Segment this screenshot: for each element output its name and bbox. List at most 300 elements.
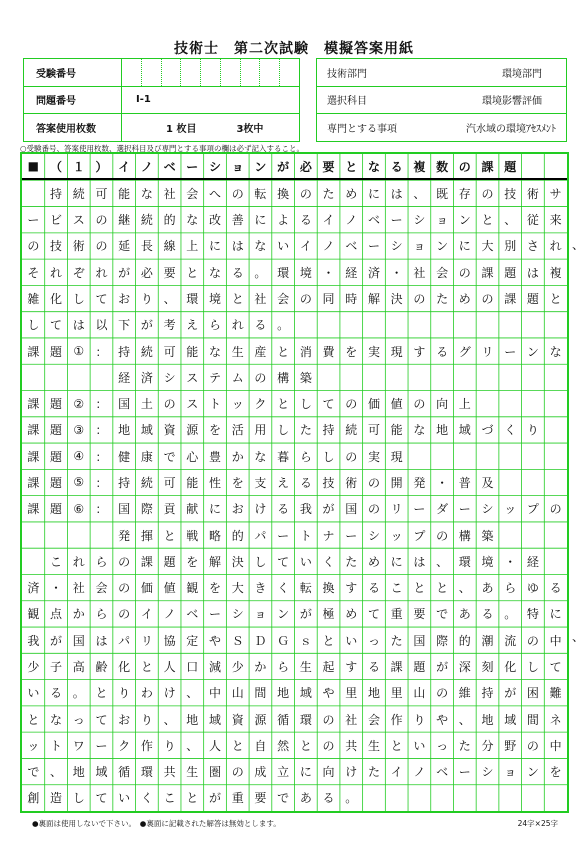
answer-cell: 人 (209, 738, 222, 753)
answer-cell: （ (50, 159, 63, 174)
answer-cell: 生 (186, 765, 199, 780)
answer-cell: 環 (299, 712, 312, 727)
answer-cell: 値 (390, 397, 403, 412)
answer-cell: 課 (390, 659, 403, 674)
answer-cell: 域 (209, 712, 222, 727)
answer-line (22, 469, 567, 495)
answer-cell: 題 (50, 502, 63, 517)
answer-cell: は (72, 318, 85, 333)
tech-dept-value[interactable]: 環境部門 (502, 69, 542, 80)
answer-cell: に (367, 186, 380, 201)
answer-cell: パ (254, 528, 267, 543)
answer-cell: 持 (322, 423, 335, 438)
answer-cell: 域 (140, 423, 153, 438)
answer-cell: 続 (140, 475, 153, 490)
answer-cell: づ (481, 423, 494, 438)
answer-cell: 可 (95, 186, 108, 201)
answer-cell: 。 (254, 265, 267, 280)
answer-cell: し (526, 659, 539, 674)
answer-cell: 環 (458, 554, 471, 569)
answer-cell: 題 (413, 659, 426, 674)
answer-cell: 転 (254, 186, 267, 201)
answer-cell: や (322, 686, 335, 701)
answer-cell: は (390, 186, 403, 201)
answer-cell: ② (73, 396, 85, 411)
answer-cell: ス (186, 370, 199, 385)
answer-cell: 消 (299, 344, 312, 359)
answer-cell: 困 (526, 686, 539, 701)
answer-cell: 時 (345, 292, 358, 307)
answer-cell: る (299, 213, 312, 228)
answer-cell: れ (95, 265, 108, 280)
answer-cell: ④ (73, 449, 85, 464)
answer-line (22, 548, 567, 574)
answer-cell: 課 (27, 397, 40, 412)
answer-cell: 、 (504, 213, 517, 228)
answer-cell: な (367, 159, 380, 174)
answer-cell: プ (413, 528, 426, 543)
answer-cell: し (27, 318, 40, 333)
answer-cell: イ (140, 607, 153, 622)
answer-cell: 継 (118, 213, 131, 228)
answer-cell: 会 (436, 265, 449, 280)
answer-cell: 題 (163, 554, 176, 569)
answer-cell: 雑 (27, 292, 40, 307)
answer-cell: 化 (50, 292, 63, 307)
answer-cell: を (549, 765, 562, 780)
answer-cell: ③ (73, 422, 85, 437)
answer-cell: 我 (27, 633, 40, 648)
answer-cell: 実 (367, 344, 380, 359)
answer-cell: 築 (481, 528, 494, 543)
answer-cell: の (413, 292, 426, 307)
answer-cell: 、 (436, 554, 449, 569)
answer-cell: ダ (436, 502, 449, 517)
answer-cell: 、 (163, 292, 176, 307)
answer-cell: に (549, 607, 562, 622)
answer-cell: る (277, 502, 290, 517)
answer-cell: る (436, 344, 449, 359)
answer-cell: く (504, 423, 517, 438)
answer-cell: た (345, 554, 358, 569)
answer-cell: 域 (299, 686, 312, 701)
answer-cell: ・ (322, 265, 335, 280)
answer-cell: り (118, 686, 131, 701)
answer-cell: 上 (458, 397, 471, 412)
answer-cell: る (231, 265, 244, 280)
answer-cell: 的 (458, 633, 471, 648)
answer-cell: リ (481, 344, 494, 359)
answer-cell: し (277, 423, 290, 438)
answer-cell: ネ (549, 712, 562, 727)
answer-cell: 複 (549, 265, 562, 280)
answer-cell: 続 (140, 344, 153, 359)
answer-cell: 。 (345, 791, 358, 806)
answer-cell: っ (367, 633, 380, 648)
answer-cell: シ (231, 607, 244, 622)
answer-cell: 実 (367, 449, 380, 464)
answer-grid[interactable] (20, 152, 569, 813)
answer-cell: シ (163, 370, 176, 385)
answer-cell: シ (209, 159, 222, 174)
answer-cell: 資 (231, 712, 244, 727)
answer-cell: 、 (458, 712, 471, 727)
answer-cell: る (299, 475, 312, 490)
answer-cell: 線 (163, 239, 176, 254)
answer-cell: 極 (322, 607, 335, 622)
answer-cell: 会 (367, 712, 380, 727)
answer-cell: ■ (27, 159, 40, 174)
answer-cell: ら (95, 607, 108, 622)
answer-cell: 特 (526, 607, 539, 622)
answer-cell: ： (95, 397, 108, 412)
answer-cell: の (345, 449, 358, 464)
answer-cell: 地 (118, 423, 131, 438)
answer-cell: 際 (436, 633, 449, 648)
answer-cell: 開 (390, 475, 403, 490)
answer-cell: 社 (413, 265, 426, 280)
answer-cell: パ (118, 633, 131, 648)
answer-cell: し (72, 791, 85, 806)
answer-cell: 環 (186, 292, 199, 307)
answer-cell: 山 (231, 686, 244, 701)
answer-cell: っ (72, 712, 85, 727)
answer-cell: る (322, 791, 335, 806)
answer-cell: ノ (140, 159, 153, 174)
answer-cell: や (436, 712, 449, 727)
answer-cell: 同 (322, 292, 335, 307)
answer-cell: 創 (27, 791, 40, 806)
answer-cell: 減 (209, 659, 222, 674)
answer-cell: 題 (50, 423, 63, 438)
answer-cell: 立 (277, 765, 290, 780)
answer-cell: 術 (345, 475, 358, 490)
answer-cell: ら (209, 318, 222, 333)
answer-cell: 化 (504, 659, 517, 674)
answer-cell: の (95, 239, 108, 254)
answer-cell: 産 (254, 344, 267, 359)
answer-cell: と (186, 265, 199, 280)
answer-cell: ッ (27, 738, 40, 753)
answer-cell: の (526, 738, 539, 753)
answer-cell: の (413, 397, 426, 412)
answer-cell: っ (436, 738, 449, 753)
answer-cell: 境 (299, 265, 312, 280)
answer-cell: 経 (345, 265, 358, 280)
answer-line (22, 627, 567, 653)
answer-cell: 、 (458, 581, 471, 596)
answer-cell: と (322, 633, 335, 648)
answer-cell: い (345, 633, 358, 648)
question-number-value[interactable]: Ⅰ-1 (136, 94, 151, 105)
answer-cell: 境 (481, 554, 494, 569)
answer-cell: 少 (231, 659, 244, 674)
answer-cell: し (322, 449, 335, 464)
answer-cell: の (231, 186, 244, 201)
answer-cell: 生 (299, 659, 312, 674)
answer-cell: ー (277, 528, 290, 543)
answer-cell: ぞ (72, 265, 85, 280)
answer-cell: ・ (504, 554, 517, 569)
answer-cell: 発 (118, 528, 131, 543)
answer-cell: 続 (72, 186, 85, 201)
answer-cell: で (436, 607, 449, 622)
answer-cell: 源 (186, 423, 199, 438)
answer-cell: 社 (72, 581, 85, 596)
answer-cell: ス (72, 213, 85, 228)
answer-cell: Ｓ (231, 633, 244, 648)
answer-cell: ー (458, 765, 471, 780)
answer-cell: ー (27, 213, 40, 228)
answer-cell: す (345, 581, 358, 596)
answer-cell: を (345, 344, 358, 359)
answer-cell: ・ (390, 265, 403, 280)
answer-cell: の (458, 265, 471, 280)
answer-cell: 中 (549, 633, 562, 648)
tech-dept-row (317, 59, 566, 87)
answer-cell: を (231, 475, 244, 490)
answer-cell: 済 (367, 265, 380, 280)
answer-cell: ョ (504, 765, 517, 780)
answer-cell: Ｇ (277, 633, 290, 648)
answer-line (22, 706, 567, 732)
answer-line (22, 601, 567, 627)
answer-cell: な (186, 213, 199, 228)
answer-cell (22, 548, 45, 574)
answer-cell: 協 (163, 633, 176, 648)
answer-cell: と (345, 159, 358, 174)
answer-cell: と (277, 344, 290, 359)
answer-cell: な (140, 186, 153, 201)
specialty-label: 専門とする事項 (327, 123, 397, 135)
answer-cell: 維 (458, 686, 471, 701)
answer-cell: く (140, 791, 153, 806)
answer-cell: 術 (72, 239, 85, 254)
answer-cell: ト (209, 397, 222, 412)
answer-cell: 続 (140, 213, 153, 228)
answer-cell: ｓ (299, 633, 312, 648)
answer-cell: 生 (231, 344, 244, 359)
answer-cell: お (118, 712, 131, 727)
answer-cell: 地 (277, 686, 290, 701)
answer-cell: 圏 (209, 765, 222, 780)
answer-cell (67, 364, 90, 390)
answer-cell: 口 (186, 659, 199, 674)
answer-cell: ン (526, 344, 539, 359)
answer-cell: ー (390, 213, 403, 228)
answer-cell: 上 (186, 239, 199, 254)
answer-cell: の (27, 239, 40, 254)
answer-cell: 能 (186, 344, 199, 359)
answer-cell: 観 (186, 581, 199, 596)
answer-cell: 長 (140, 239, 153, 254)
answer-cell: 善 (231, 213, 244, 228)
answer-cell: の (367, 502, 380, 517)
answer-cell: 題 (526, 292, 539, 307)
answer-cell: が (504, 686, 517, 701)
answer-cell: め (345, 607, 358, 622)
answer-cell (22, 522, 45, 548)
answer-cell: 暮 (277, 449, 290, 464)
answer-cell: の (549, 502, 562, 517)
answer-cell: に (254, 213, 267, 228)
answer-cell (22, 364, 45, 390)
answer-cell: 難 (549, 686, 562, 701)
answer-cell (67, 522, 90, 548)
overflow-mark: 、 (572, 630, 585, 644)
answer-cell: 我 (299, 502, 312, 517)
answer-cell: 化 (118, 659, 131, 674)
answer-cell (22, 180, 45, 206)
answer-cell: 重 (231, 791, 244, 806)
answer-cell: 的 (231, 528, 244, 543)
answer-cell: ン (277, 607, 290, 622)
answer-cell: に (209, 502, 222, 517)
answer-cell: め (458, 292, 471, 307)
answer-cell: る (390, 159, 403, 174)
answer-cell: れ (50, 265, 63, 280)
answer-cell: 済 (27, 581, 40, 596)
answer-cell: が (299, 607, 312, 622)
answer-cell: 資 (163, 423, 176, 438)
sheets-used-label: 答案使用枚数 (24, 113, 122, 141)
answer-cell: 少 (27, 659, 40, 674)
answer-cell: 深 (458, 659, 471, 674)
answer-cell: テ (209, 370, 222, 385)
answer-cell: ー (345, 528, 358, 543)
answer-cell: と (231, 292, 244, 307)
answer-cell: き (254, 581, 267, 596)
answer-cell: 術 (526, 186, 539, 201)
answer-cell: る (254, 318, 267, 333)
exam-number-label: 受験番号 (24, 59, 122, 86)
answer-cell: 地 (186, 712, 199, 727)
answer-cell: て (549, 659, 562, 674)
answer-cell: 要 (254, 791, 267, 806)
answer-cell: と (481, 213, 494, 228)
answer-cell: と (390, 738, 403, 753)
answer-cell: お (118, 292, 131, 307)
answer-cell: と (549, 292, 562, 307)
answer-cell: い (299, 554, 312, 569)
answer-cell: い (27, 686, 40, 701)
answer-cell: 社 (345, 712, 358, 727)
answer-cell: ） (95, 159, 108, 174)
answer-cell: し (299, 397, 312, 412)
answer-cell: が (140, 318, 153, 333)
answer-cell: 、 (163, 712, 176, 727)
answer-cell: た (299, 423, 312, 438)
answer-cell: 地 (436, 423, 449, 438)
answer-cell: 課 (27, 502, 40, 517)
answer-cell: て (322, 397, 335, 412)
answer-cell: れ (72, 554, 85, 569)
answer-cell: い (413, 738, 426, 753)
answer-cell: か (254, 659, 267, 674)
answer-cell: ー (186, 159, 199, 174)
answer-cell: 持 (481, 686, 494, 701)
answer-cell: か (231, 449, 244, 464)
answer-cell: は (231, 239, 244, 254)
subject-value[interactable]: 環境影響評価 (482, 96, 542, 107)
answer-cell: た (390, 633, 403, 648)
footer-char-count: 24字×25字 (517, 819, 558, 828)
answer-cell: リ (140, 633, 153, 648)
answer-cell: 活 (231, 423, 244, 438)
answer-cell: 能 (186, 475, 199, 490)
answer-cell: 分 (481, 738, 494, 753)
answer-cell: 心 (186, 449, 199, 464)
answer-cell: れ (549, 239, 562, 254)
specialty-value[interactable]: 汽水域の環境ｱｾｽﾒﾝﾄ (466, 123, 556, 135)
answer-cell: ト (299, 528, 312, 543)
sheets-used-value[interactable]: 1 枚目 3枚中 (166, 123, 264, 135)
answer-cell: た (367, 765, 380, 780)
answer-cell: た (458, 738, 471, 753)
answer-line (22, 180, 567, 206)
answer-cell: ー (209, 607, 222, 622)
answer-cell: し (72, 292, 85, 307)
answer-cell: は (526, 265, 539, 280)
answer-cell: ナ (322, 528, 335, 543)
answer-cell: 来 (549, 213, 562, 228)
answer-cell (90, 522, 113, 548)
answer-cell: 自 (254, 738, 267, 753)
answer-cell: ョ (436, 213, 449, 228)
answer-cell: 能 (118, 186, 131, 201)
answer-cell: ： (95, 502, 108, 517)
answer-cell: は (95, 633, 108, 648)
answer-cell (45, 364, 68, 390)
answer-cell: と (27, 712, 40, 727)
answer-cell: ⑥ (73, 501, 85, 516)
answer-cell: 向 (322, 765, 335, 780)
answer-cell: 刻 (481, 659, 494, 674)
answer-cell: く (277, 581, 290, 596)
answer-cell: 重 (390, 607, 403, 622)
answer-cell: し (254, 554, 267, 569)
answer-cell: な (254, 239, 267, 254)
answer-cell: 、 (50, 765, 63, 780)
answer-cell: は (413, 554, 426, 569)
question-number-row (24, 86, 299, 114)
question-number-label: 問題番号 (24, 86, 122, 113)
answer-cell: 。 (504, 607, 517, 622)
answer-cell: の (481, 292, 494, 307)
answer-cell: 向 (436, 397, 449, 412)
answer-line (22, 496, 567, 522)
answer-cell: で (163, 449, 176, 464)
answer-cell: と (186, 791, 199, 806)
answer-cell: く (322, 554, 335, 569)
answer-cell: サ (549, 186, 562, 201)
answer-cell: こ (50, 554, 63, 569)
answer-cell: 解 (209, 554, 222, 569)
answer-cell: 境 (209, 292, 222, 307)
answer-cell: 技 (322, 475, 335, 490)
answer-cell: 、 (413, 186, 426, 201)
answer-cell: 題 (50, 397, 63, 412)
exam-number-cells[interactable] (122, 59, 299, 86)
answer-cell: そ (27, 265, 40, 280)
answer-cell: 、 (186, 686, 199, 701)
answer-cell: プ (526, 502, 539, 517)
answer-line (22, 758, 567, 784)
answer-cell: 換 (322, 581, 335, 596)
answer-cell: い (277, 239, 290, 254)
answer-cell: Ｄ (254, 633, 267, 648)
tech-dept-label: 技術部門 (327, 69, 367, 80)
